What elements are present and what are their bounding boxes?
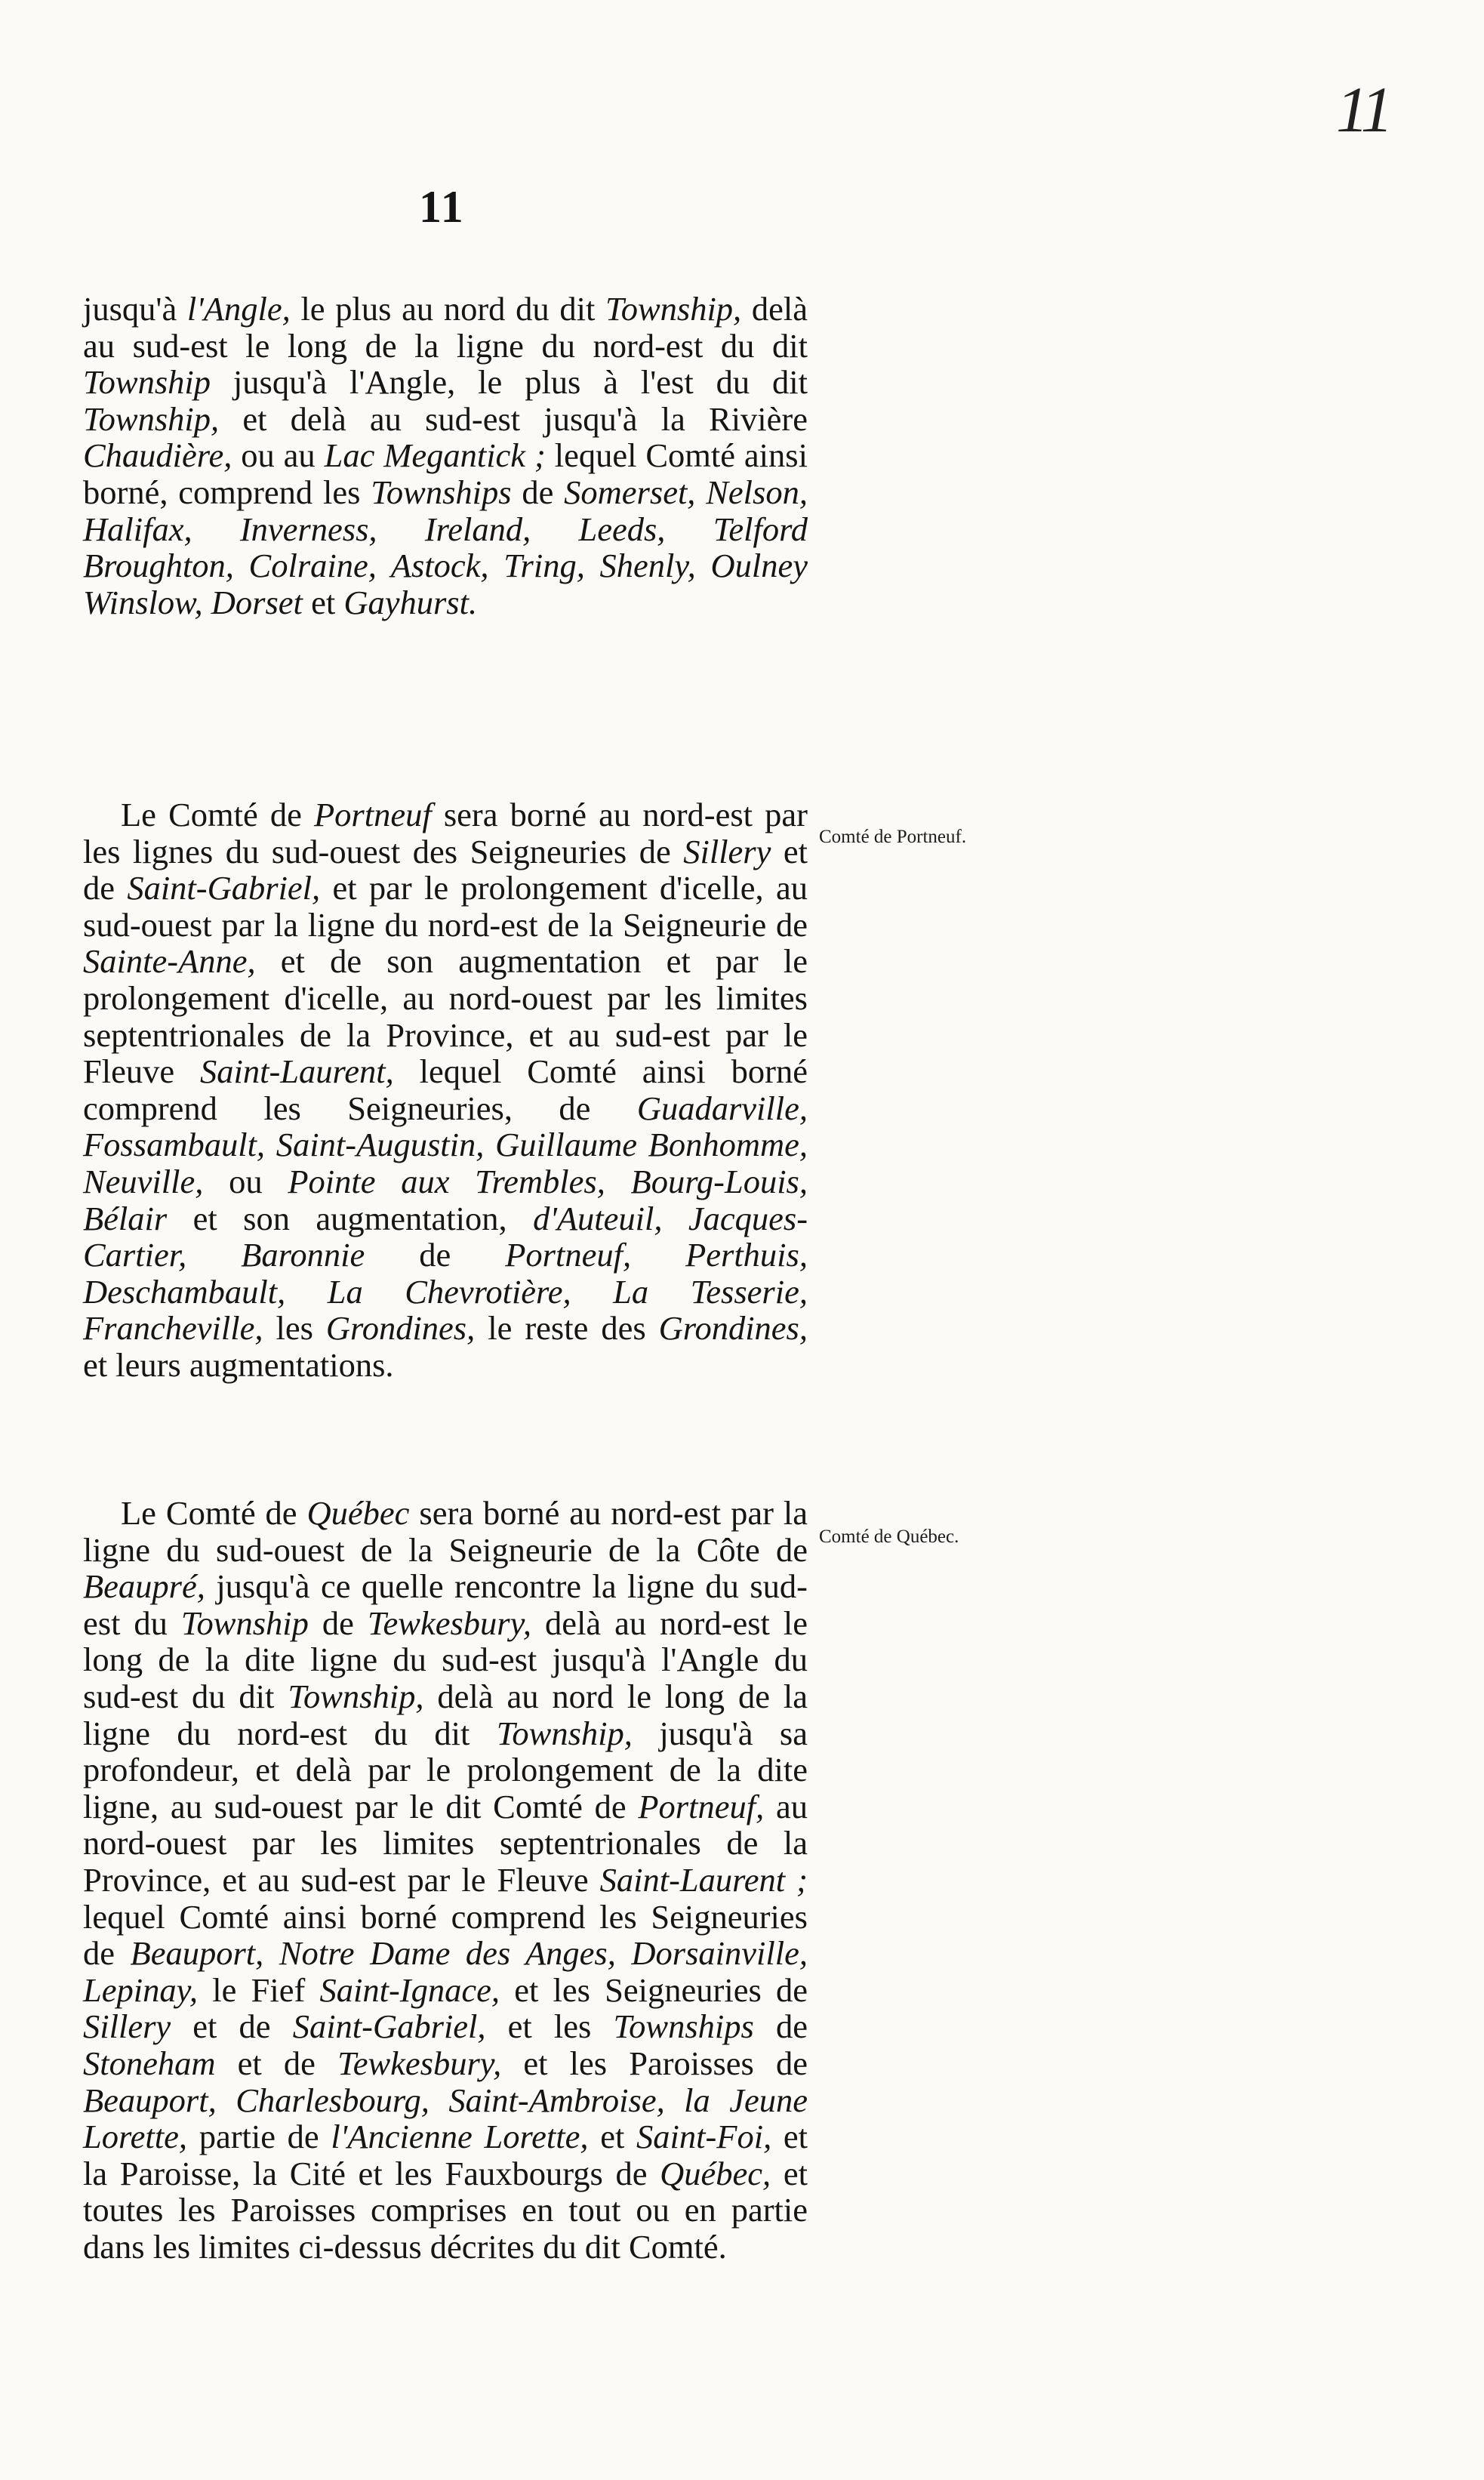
page-number: 11 xyxy=(419,182,465,232)
sidenote-portneuf: Comté de Portneuf. xyxy=(819,827,967,847)
portneuf-text: Le Comté de Portneuf sera borné au nord-est par les lignes du sud-ouest des Seigneuries de Sillery et de Saint-Gabriel, et par le prolongement d'icelle, au sud-ouest par la ligne du nord-est de la Seigneurie de Sainte-Anne, et de son augmentation et par le prolongement d'icelle, au nord-ouest par les limites septentrionales de la Province, et au sud-est par le Fleuve Saint-Laurent, lequel Comté ainsi borné comprend les Seigneuries, de Guadarville, Fossambault, Saint-Augustin, Guillaume Bonhomme, Neuville, ou Pointe aux Trembles, Bourg-Louis, Bélair et son augmentation, d'Auteuil, Jacques-Cartier, Baronnie de Portneuf, Perthuis, Deschambault, La Chevrotière, La Tesserie, Francheville, les Grondines, le reste des Grondines, et leurs augmentations. xyxy=(83,796,808,1384)
sidenote-quebec: Comté de Québec. xyxy=(819,1527,959,1547)
portneuf-paragraph xyxy=(83,796,808,1384)
continuation-text: jusqu'à l'Angle, le plus au nord du dit Township, delà au sud-est le long de la ligne du nord-est du dit Township jusqu'à l'Angle, le plus à l'est du dit Township, et delà au sud-est jusqu'à la Rivière Chaudière, ou au Lac Megantick ; lequel Comté ainsi borné, comprend les Townships de Somerset, Nelson, Halifax, Inverness, Ireland, Leeds, Telford Broughton, Colraine, Astock, Tring, Shenly, Oulney Winslow, Dorset et Gayhurst. xyxy=(83,290,808,621)
continuation-paragraph xyxy=(83,291,808,621)
quebec-paragraph xyxy=(83,1495,808,2265)
quebec-text: Le Comté de Québec sera borné au nord-est par la ligne du sud-ouest de la Seigneurie de la Côte de Beaupré, jusqu'à ce quelle rencontre la ligne du sud-est du Township de Tewkesbury, delà au nord-est le long de la dite ligne du sud-est jusqu'à l'Angle du sud-est du dit Township, delà au nord le long de la ligne du nord-est du dit Township, jusqu'à sa profondeur, et delà par le prolongement de la dite ligne, au sud-ouest par le dit Comté de Portneuf, au nord-ouest par les limites septentrionales de la Province, et au sud-est par le Fleuve Saint-Laurent ; lequel Comté ainsi borné comprend les Seigneuries de Beauport, Notre Dame des Anges, Dorsainville, Lepinay, le Fief Saint-Ignace, et les Seigneuries de Sillery et de Saint-Gabriel, et les Townships de Stoneham et de Tewkesbury, et les Paroisses de Beauport, Charlesbourg, Saint-Ambroise, la Jeune Lorette, partie de l'Ancienne Lorette, et Saint-Foi, et la Paroisse, la Cité et les Fauxbourgs de Québec, et toutes les Paroisses comprises en tout ou en partie dans les limites ci-dessus décrites du dit Comté. xyxy=(83,1494,808,2266)
handwritten-folio-mark: 11 xyxy=(1336,73,1390,146)
